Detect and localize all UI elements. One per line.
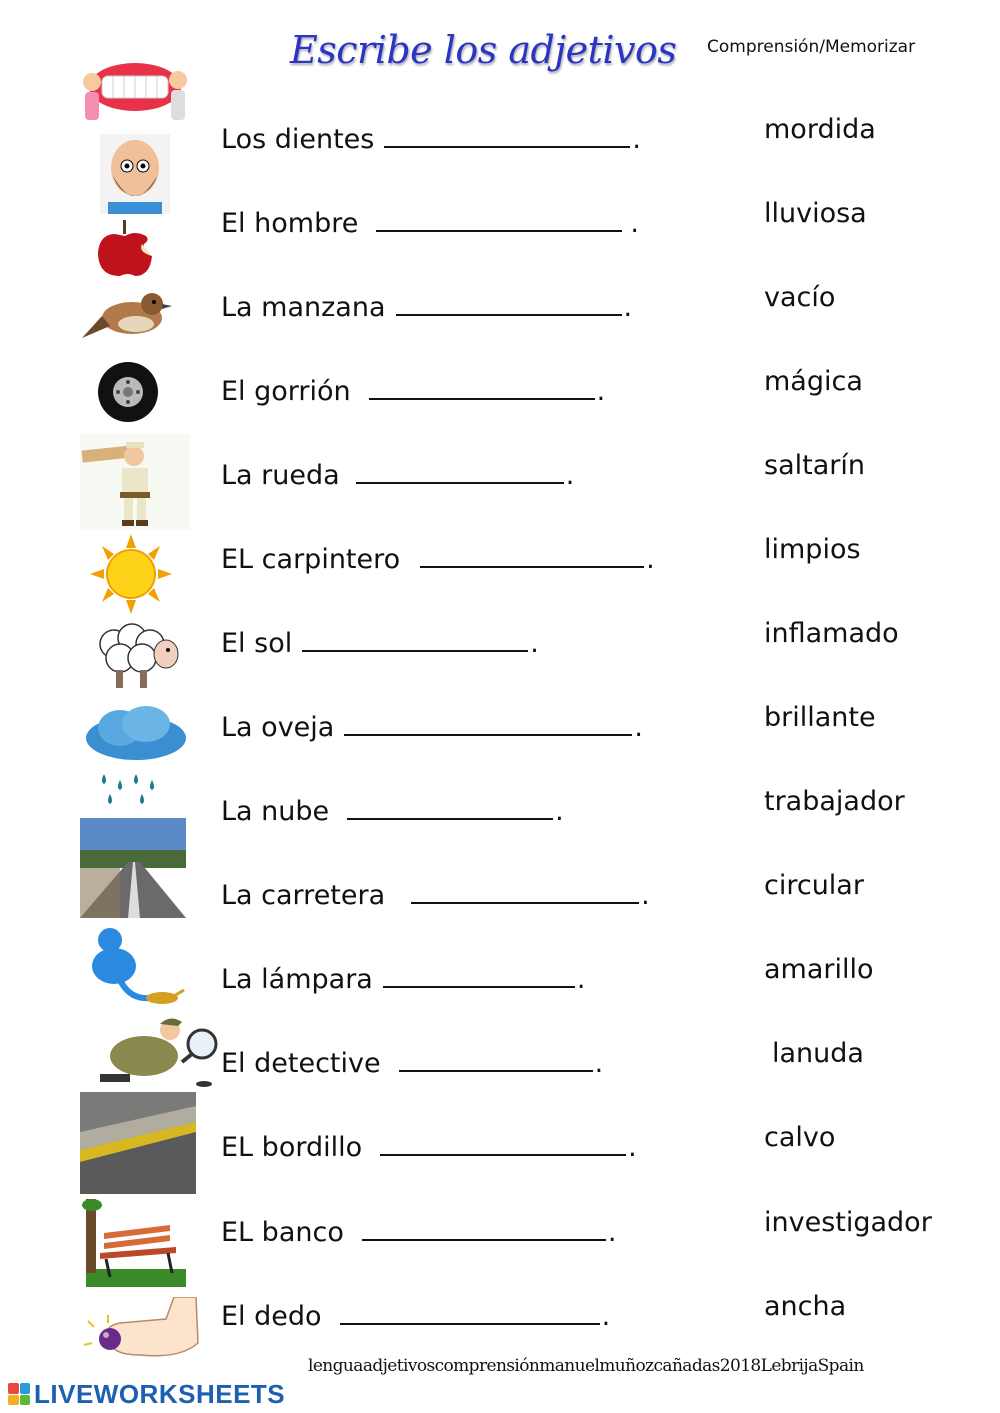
adjective-option: investigador bbox=[764, 1207, 932, 1238]
adjective-option: calvo bbox=[764, 1122, 836, 1153]
adjective-option: ancha bbox=[764, 1291, 847, 1322]
adjective-option: vacío bbox=[764, 282, 836, 313]
sentence-subject: La lámpara bbox=[221, 964, 373, 995]
sentence-subject: El dedo bbox=[221, 1301, 322, 1332]
exercise-row: La carretera . circular bbox=[0, 868, 1000, 952]
sentence-subject: El gorrión bbox=[221, 376, 351, 407]
answer-blank[interactable] bbox=[380, 1134, 626, 1156]
exercise-row: El detective . lanuda bbox=[0, 1036, 1000, 1120]
sentence-subject: La oveja bbox=[221, 712, 335, 743]
rain-cloud-icon bbox=[80, 704, 190, 810]
answer-blank[interactable] bbox=[420, 546, 644, 568]
answer-blank[interactable] bbox=[384, 126, 630, 148]
adjective-option: amarillo bbox=[764, 954, 874, 985]
wheel-icon bbox=[80, 352, 190, 432]
adjective-option: trabajador bbox=[764, 786, 905, 817]
answer-blank[interactable] bbox=[369, 378, 595, 400]
exercise-row: La nube . trabajador bbox=[0, 784, 1000, 868]
exercise-row: El sol . inflamado bbox=[0, 616, 1000, 700]
sentence-subject: La carretera bbox=[221, 880, 386, 911]
exercise-row: La manzana . vacío bbox=[0, 280, 1000, 364]
adjective-option: mágica bbox=[764, 366, 863, 397]
detective-icon bbox=[80, 1004, 220, 1090]
exercise-row: EL carpintero . limpios bbox=[0, 532, 1000, 616]
sentence-subject: EL carpintero bbox=[221, 544, 401, 575]
adjective-option: brillante bbox=[764, 702, 876, 733]
sentence-subject: El sol bbox=[221, 628, 293, 659]
answer-blank[interactable] bbox=[411, 882, 639, 904]
sheep-icon bbox=[80, 614, 190, 694]
adjective-option: circular bbox=[764, 870, 864, 901]
teeth-icon bbox=[80, 52, 190, 132]
genie-lamp-icon bbox=[80, 922, 190, 1012]
answer-blank[interactable] bbox=[383, 966, 575, 988]
exercise-row: La lámpara . amarillo bbox=[0, 952, 1000, 1036]
adjective-option: lanuda bbox=[772, 1038, 864, 1069]
answer-blank[interactable] bbox=[347, 798, 553, 820]
sentence-subject: La rueda bbox=[221, 460, 340, 491]
page-subtitle: Comprensión/Memorizar bbox=[707, 37, 916, 57]
answer-blank[interactable] bbox=[344, 714, 632, 736]
answer-blank[interactable] bbox=[302, 630, 528, 652]
brand[interactable] bbox=[8, 1380, 285, 1408]
adjective-option: lluviosa bbox=[764, 198, 867, 229]
road-icon bbox=[80, 818, 186, 918]
sentence-subject: La manzana bbox=[221, 292, 386, 323]
exercise-row: Los dientes . mordida bbox=[0, 112, 1000, 196]
bitten-apple-icon bbox=[80, 214, 190, 280]
exercise-row: La oveja . brillante bbox=[0, 700, 1000, 784]
answer-blank[interactable] bbox=[362, 1219, 606, 1241]
exercise-row: El gorrión . mágica bbox=[0, 364, 1000, 448]
bald-man-icon bbox=[80, 134, 190, 214]
answer-blank[interactable] bbox=[356, 462, 564, 484]
answer-blank[interactable] bbox=[399, 1050, 593, 1072]
adjective-option: inflamado bbox=[764, 618, 899, 649]
adjective-option: limpios bbox=[764, 534, 861, 565]
liveworksheets-logo-icon bbox=[8, 1383, 30, 1405]
page-title: Escribe los adjetivos bbox=[290, 28, 677, 72]
exercise-row: La rueda . saltarín bbox=[0, 448, 1000, 532]
brand-name: LIVEWORKSHEETS bbox=[34, 1378, 286, 1409]
adjective-option: mordida bbox=[764, 114, 876, 145]
adjective-option: saltarín bbox=[764, 450, 865, 481]
exercise-row: El dedo . ancha bbox=[0, 1289, 1000, 1373]
sentence-subject: EL bordillo bbox=[221, 1132, 363, 1163]
carpenter-icon bbox=[80, 434, 190, 530]
answer-blank[interactable] bbox=[396, 294, 622, 316]
sentence-subject: Los dientes bbox=[221, 124, 375, 155]
swollen-toe-icon bbox=[80, 1297, 204, 1361]
bench-icon bbox=[80, 1199, 188, 1287]
sentence-subject: El hombre bbox=[221, 208, 359, 239]
curb-icon bbox=[80, 1092, 196, 1194]
answer-blank[interactable] bbox=[340, 1303, 600, 1325]
exercise-row: El hombre . lluviosa bbox=[0, 196, 1000, 280]
sparrow-icon bbox=[80, 282, 190, 348]
answer-blank[interactable] bbox=[376, 210, 622, 232]
sentence-subject: La nube bbox=[221, 796, 330, 827]
sentence-subject: El detective bbox=[221, 1048, 381, 1079]
sun-icon bbox=[80, 534, 190, 614]
exercise-row: EL banco . investigador bbox=[0, 1205, 1000, 1289]
footer-credit: lenguaadjetivoscomprensiónmanuelmuñozcañadas2018LebrijaSpain bbox=[308, 1356, 864, 1376]
exercise-row: EL bordillo . calvo bbox=[0, 1120, 1000, 1204]
sentence-subject: EL banco bbox=[221, 1217, 344, 1248]
